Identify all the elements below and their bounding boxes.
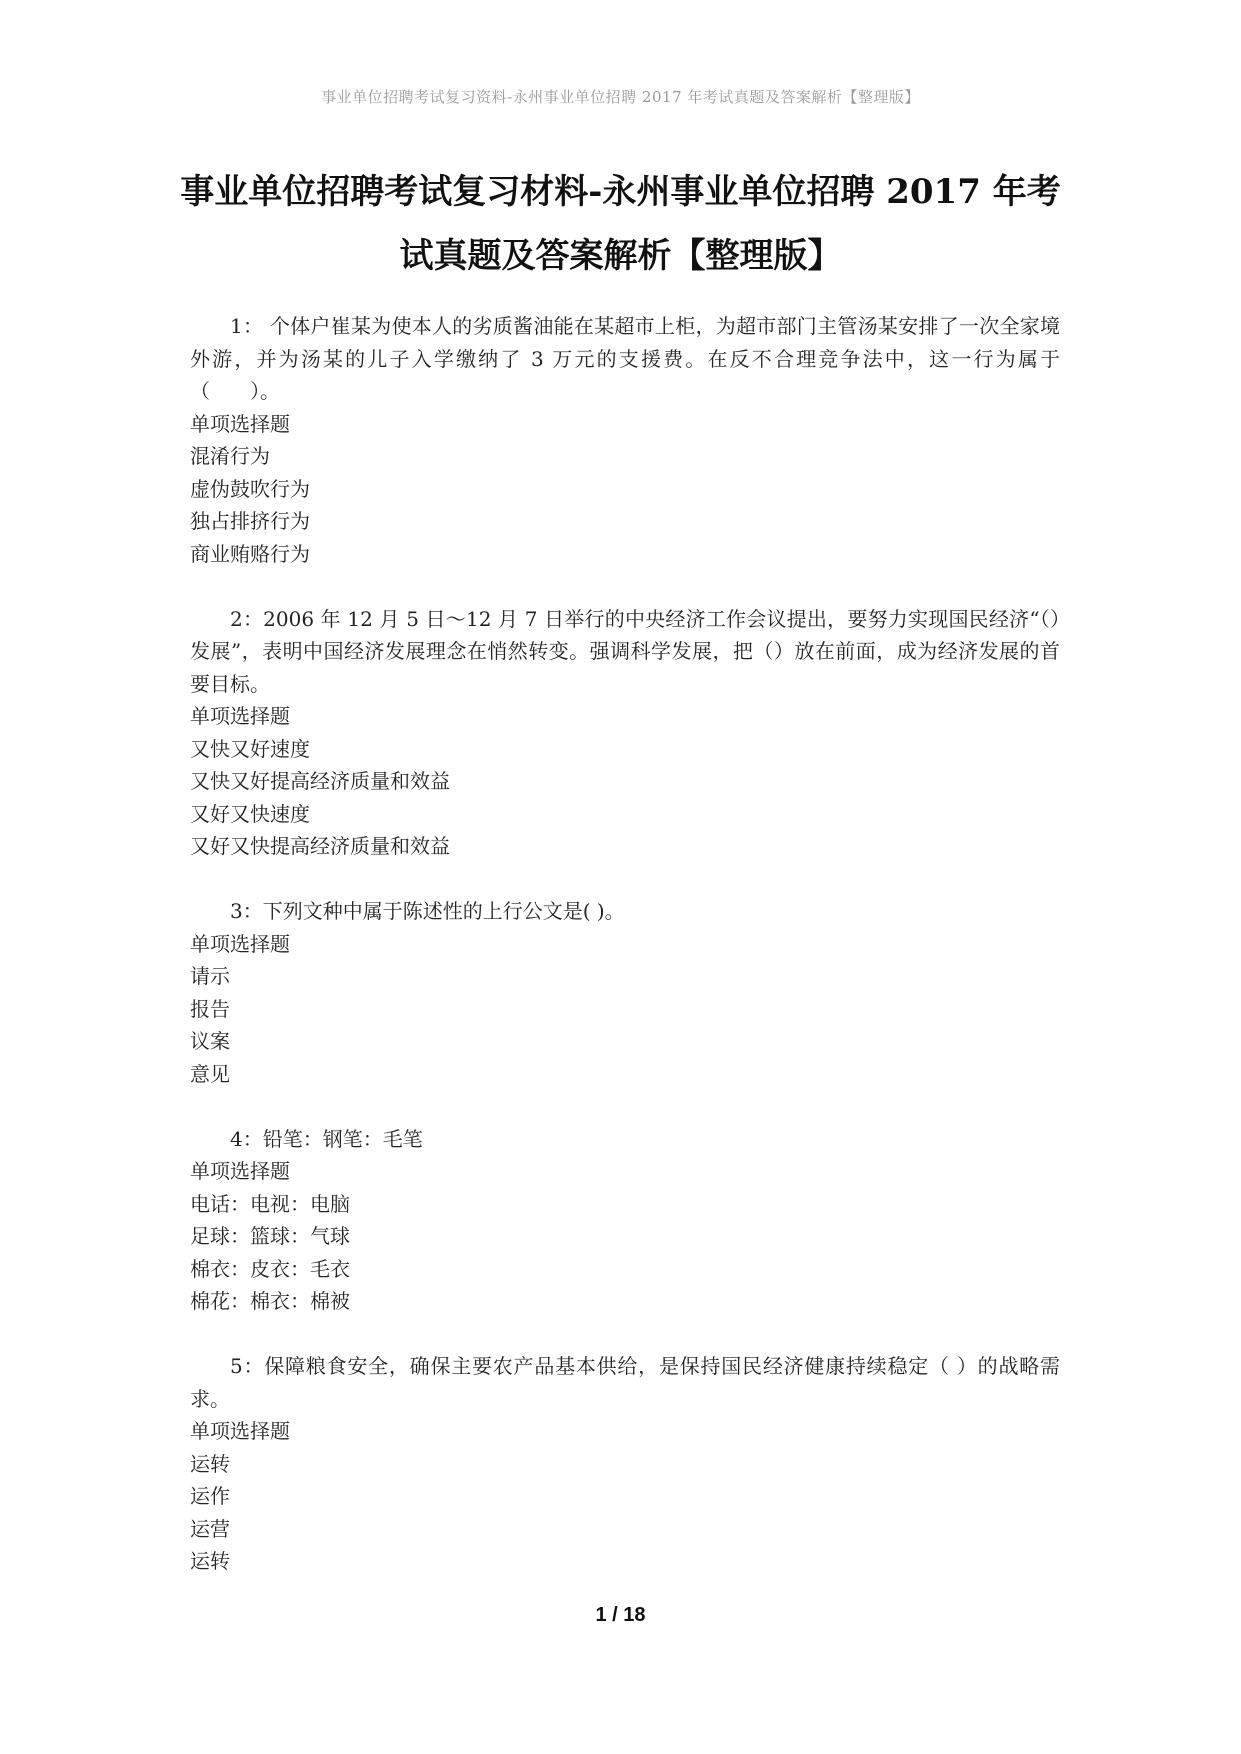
question-stem: 4：铅笔：钢笔：毛笔	[230, 1126, 423, 1151]
option-text: 又快又好速度	[190, 736, 310, 761]
option-text: 独占排挤行为	[190, 509, 310, 533]
running-header: 事业单位招聘考试复习资料-永州事业单位招聘 2017 年考试真题及答案解析【整理版】	[321, 88, 920, 106]
option-text: 报告	[190, 996, 230, 1021]
document-title	[150, 160, 1091, 288]
option-text: 运营	[190, 1516, 230, 1541]
question-stem: 3：下列文种中属于陈述性的上行公文是( )。	[230, 899, 625, 923]
option-text: 意见	[190, 1061, 230, 1086]
option-text: 棉花：棉衣：棉被	[190, 1289, 350, 1313]
question-stem: 5：保障粮食安全，确保主要农产品基本供给，是保持国民经济健康持续稳定（ ）的战略需求。	[190, 1354, 1060, 1411]
option-text: 请示	[190, 964, 230, 988]
question-item	[190, 310, 1060, 570]
question-type: 单项选择题	[190, 1159, 290, 1183]
question-type: 单项选择题	[190, 1419, 290, 1443]
question-item	[190, 895, 1060, 1090]
option-text: 混淆行为	[190, 444, 270, 468]
document-title-line-1: 事业单位招聘考试复习材料-永州事业单位招聘 2017 年考	[180, 172, 1061, 212]
option-text: 又快又好提高经济质量和效益	[190, 769, 450, 793]
option-text: 议案	[190, 1029, 230, 1053]
option-text: 商业贿赂行为	[190, 541, 310, 566]
option-text: 棉衣：皮衣：毛衣	[190, 1256, 350, 1281]
question-type: 单项选择题	[190, 411, 290, 436]
question-item	[190, 1123, 1060, 1318]
question-list	[190, 310, 1060, 1610]
option-text: 运转	[190, 1549, 230, 1573]
option-text: 又好又快速度	[190, 801, 310, 826]
question-stem: 1： 个体户崔某为使本人的劣质酱油能在某超市上柜，为超市部门主管汤某安排了一次全家境外游，并为汤某的儿子入学缴纳了 3 万元的支援费。在反不合理竞争法中，这一行为属于（ ）。	[190, 314, 1060, 403]
question-stem: 2：2006 年 12 月 5 日～12 月 7 日举行的中央经济工作会议提出，要努力实现国民经济“（）发展”，表明中国经济发展理念在悄然转变。强调科学发展，把（）放在前面，成为经济发展的首要目标。	[190, 606, 1060, 696]
question-type: 单项选择题	[190, 704, 290, 728]
option-text: 运作	[190, 1484, 230, 1508]
option-text: 又好又快提高经济质量和效益	[190, 834, 450, 858]
option-text: 电话：电视：电脑	[190, 1191, 350, 1216]
question-item	[190, 1350, 1060, 1578]
question-item	[190, 603, 1060, 863]
question-type: 单项选择题	[190, 931, 290, 956]
option-text: 足球：篮球：气球	[190, 1224, 350, 1248]
option-text: 运转	[190, 1451, 230, 1476]
page-number: 1 / 18	[595, 1604, 646, 1626]
option-text: 虚伪鼓吹行为	[190, 476, 310, 501]
document-title-line-2: 试真题及答案解析【整理版】	[399, 236, 842, 276]
